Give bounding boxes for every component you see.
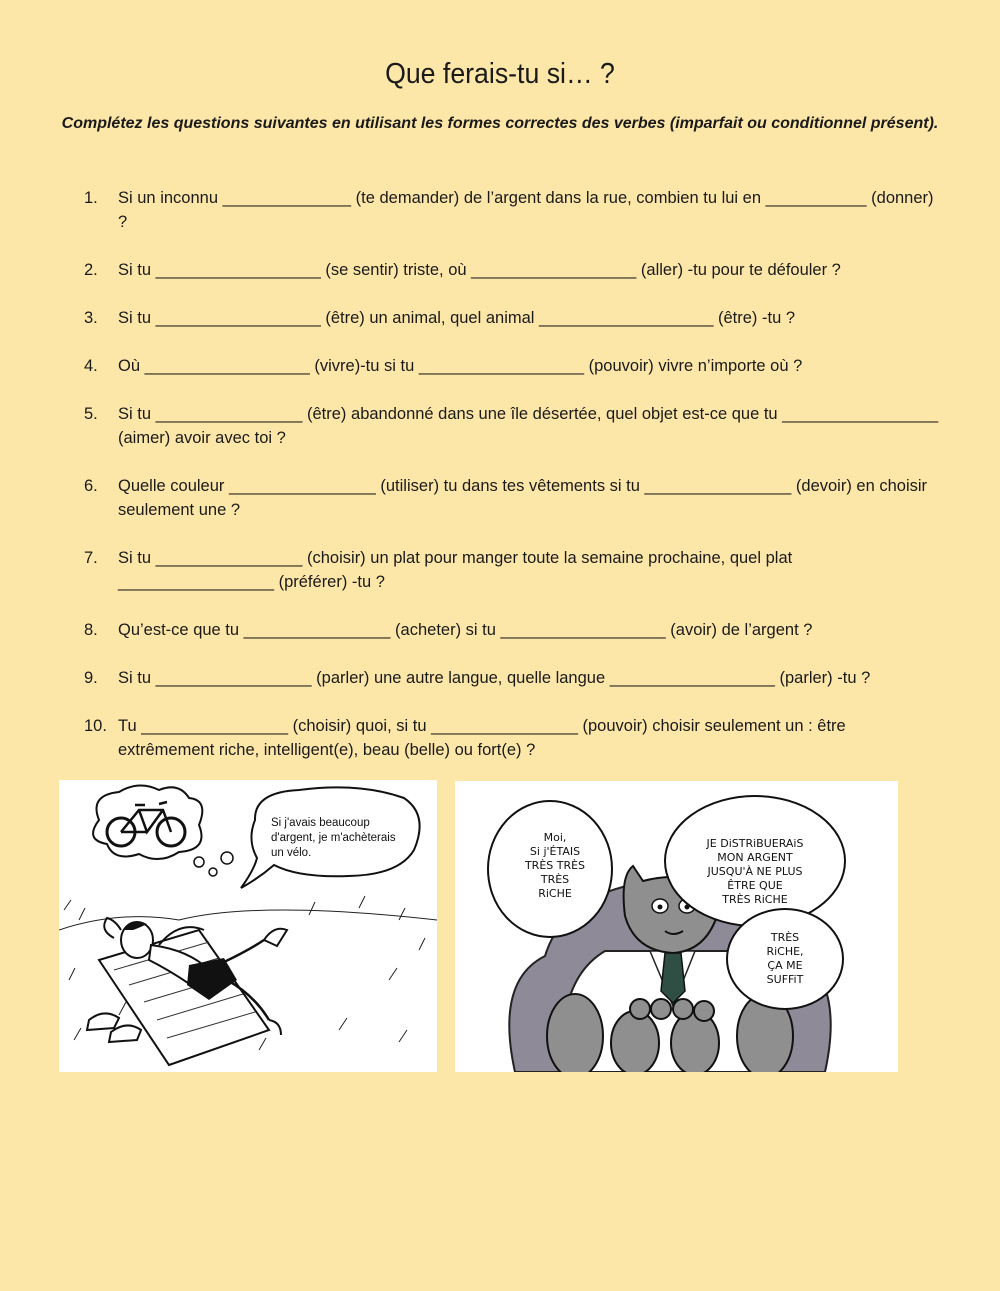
list-item: [84, 186, 944, 234]
bubble-line: ÊTRE QUE: [727, 879, 783, 892]
list-item: [84, 618, 944, 642]
list-item: [84, 666, 944, 690]
question-list: [84, 186, 944, 786]
question-number: 4.: [84, 357, 98, 375]
question-text: Si tu __________________ (être) un animal, quel animal ___________________ (être) -tu ?: [118, 309, 796, 327]
question-text: Où __________________ (vivre)-tu si tu __________________ (pouvoir) vivre n’importe où ?: [118, 357, 803, 375]
question-number: 2.: [84, 261, 98, 279]
question-number: 9.: [84, 669, 98, 687]
bubble-line: TRÈS: [540, 873, 570, 886]
question-number: 6.: [84, 477, 98, 495]
question-number: 7.: [84, 549, 98, 567]
list-item: [84, 306, 944, 330]
bubble-line: TRÈS TRÈS: [524, 859, 586, 872]
question-number: 5.: [84, 405, 98, 423]
question-text: Quelle couleur ________________ (utiliser) tu dans tes vêtements si tu ________________ (devoir) en choisir seulement une ?: [118, 477, 928, 519]
list-item: [84, 714, 944, 762]
question-text: Qu’est-ce que tu ________________ (acheter) si tu __________________ (avoir) de l’argent ?: [118, 621, 813, 639]
question-number: 3.: [84, 309, 98, 327]
instructions: Complétez les questions suivantes en utilisant les formes correctes des verbes (imparfait ou conditionnel présent).: [61, 115, 939, 132]
question-text: Si un inconnu ______________ (te demander) de l’argent dans la rue, combien tu lui en ___________ (donner) ?: [118, 189, 934, 231]
bubble-line: d'argent, je m'achèterais: [271, 832, 396, 844]
bubble-line: JUSQU'À NE PLUS: [707, 865, 803, 878]
bubble-line: ÇA ME: [767, 959, 803, 972]
bubble-line: SUFFiT: [766, 973, 804, 986]
bubble-line: un vélo.: [271, 847, 312, 859]
bubble-line: TRÈS RiCHE: [722, 893, 788, 906]
bubble-line: RiCHE: [538, 887, 572, 900]
list-item: [84, 546, 944, 594]
bubble-line: Si j'ÉTAIS: [529, 845, 581, 858]
question-number: 1.: [84, 189, 98, 207]
question-text: Si tu __________________ (se sentir) triste, où __________________ (aller) -tu pour te défouler ?: [118, 261, 841, 279]
cartoon-cat-illustration: [455, 781, 898, 1072]
bubble-line: Si j'avais beaucoup: [271, 817, 370, 829]
list-item: [84, 402, 944, 450]
bubble-line: TRÈS: [770, 931, 800, 944]
list-item: [84, 354, 944, 378]
cartoon-boy-dreaming: [59, 780, 437, 1072]
bubble-line: MON ARGENT: [717, 851, 793, 864]
list-item: [84, 474, 944, 522]
question-text: Si tu _________________ (parler) une autre langue, quelle langue __________________ (parler) -tu ?: [118, 669, 871, 687]
bubble-line: Moi,: [543, 831, 567, 844]
cartoon-cat-rich: [455, 781, 898, 1072]
bubble-line: RiCHE,: [766, 945, 804, 958]
list-item: [84, 258, 944, 282]
question-number: 8.: [84, 621, 98, 639]
page-title: Que ferais-tu si… ?: [385, 58, 615, 90]
cartoon-boy-illustration: [59, 780, 437, 1072]
question-text: Si tu ________________ (choisir) un plat pour manger toute la semaine prochaine, quel plat _________________ (préférer) -tu ?: [118, 549, 793, 591]
question-number: 10.: [84, 717, 107, 735]
question-text: Tu ________________ (choisir) quoi, si tu ________________ (pouvoir) choisir seulement un : être extrêmement riche, intelligent(e), beau (belle) ou fort(e) ?: [118, 717, 846, 759]
question-text: Si tu ________________ (être) abandonné dans une île désertée, quel objet est-ce que tu _________________ (aimer) avoir avec toi ?: [118, 405, 939, 447]
bubble-line: JE DiSTRiBUERAiS: [706, 837, 804, 850]
